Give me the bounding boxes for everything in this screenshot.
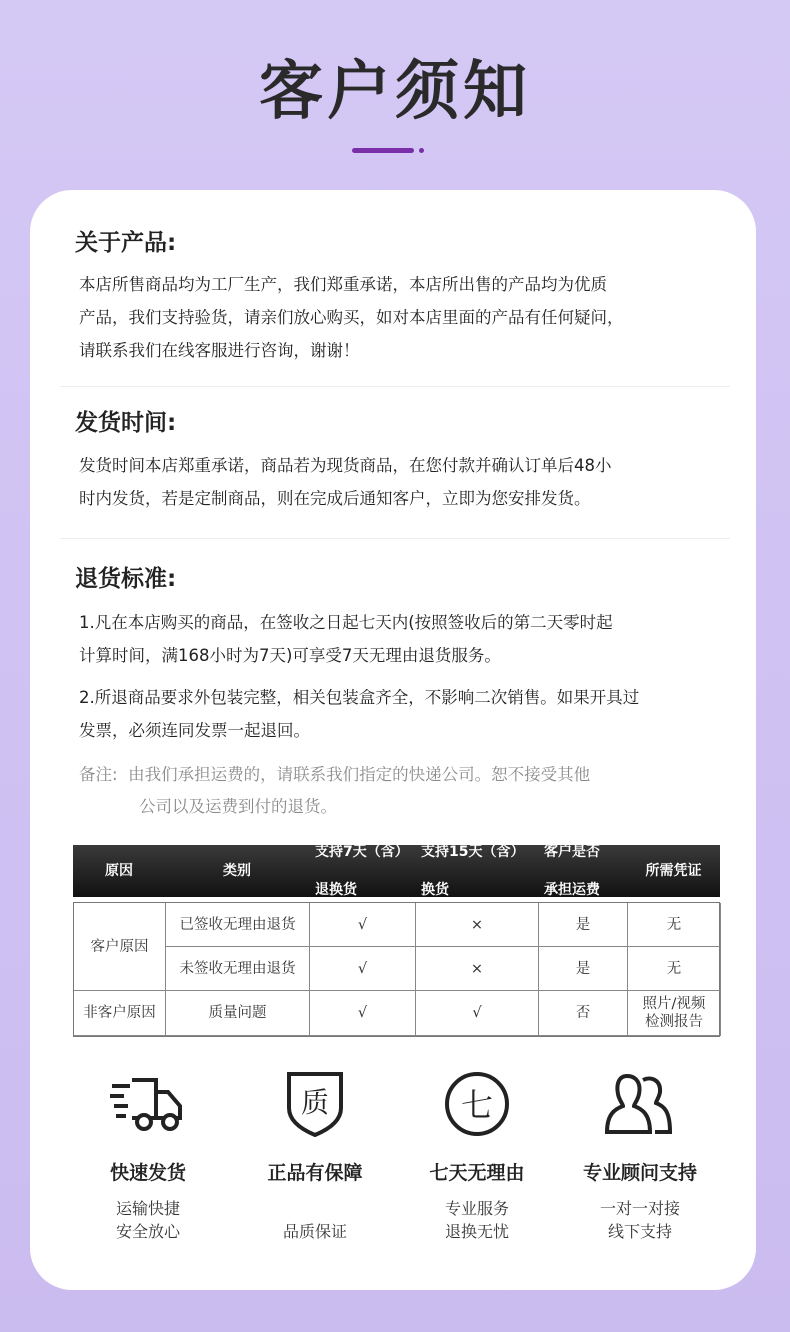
table-cell: 否 bbox=[539, 991, 628, 1036]
svg-text:七: 七 bbox=[460, 1086, 494, 1124]
divider bbox=[60, 386, 730, 387]
page-title: 客户须知 bbox=[259, 55, 531, 129]
feature-1 bbox=[63, 1070, 233, 1243]
shipping-text bbox=[79, 449, 729, 515]
text-line: 时内发货，若是定制商品，则在完成后通知客户，立即为您安排发货。 bbox=[79, 489, 591, 508]
feature-title: 专业顾问支持 bbox=[582, 1162, 697, 1184]
returns-para-2 bbox=[79, 681, 729, 747]
table-header bbox=[73, 845, 720, 897]
feature-title: 快速发货 bbox=[109, 1162, 186, 1184]
text-line: 本店所售商品均为工厂生产，我们郑重承诺，本店所出售的产品均为优质 bbox=[79, 275, 607, 294]
feature-title: 正品有保障 bbox=[267, 1162, 363, 1184]
title-underline bbox=[352, 148, 414, 153]
returns-heading: 退货标准: bbox=[75, 566, 177, 592]
returns-para-1 bbox=[79, 606, 729, 672]
table-group-cell: 非客户原因 bbox=[74, 991, 166, 1036]
returns-note bbox=[79, 759, 729, 823]
table-cell: 已签收无理由退货 bbox=[166, 903, 310, 947]
table-cell: × bbox=[416, 903, 539, 947]
text-line: 请联系我们在线客服进行咨询，谢谢！ bbox=[79, 341, 360, 360]
title-dot bbox=[419, 148, 424, 153]
table-cell: 是 bbox=[539, 903, 628, 947]
table-cell: √ bbox=[310, 947, 416, 991]
feature-4 bbox=[555, 1070, 725, 1243]
feature-2 bbox=[230, 1070, 400, 1243]
svg-text:质: 质 bbox=[300, 1086, 330, 1119]
table-header-cell: 原因 bbox=[105, 862, 133, 879]
table-cell: 无 bbox=[628, 947, 721, 991]
table-cell: √ bbox=[416, 991, 539, 1036]
text-line: 发货时间本店郑重承诺，商品若为现货商品，在您付款并确认订单后48小 bbox=[79, 456, 612, 475]
table-cell: √ bbox=[310, 903, 416, 947]
product-heading: 关于产品: bbox=[75, 230, 177, 256]
table-header-cell: 支持15天（含） 换货 bbox=[421, 843, 525, 898]
table-header-cell: 客户是否 承担运费 bbox=[544, 843, 600, 898]
divider bbox=[60, 538, 730, 539]
text-line: 发票，必须连同发票一起退回。 bbox=[79, 721, 310, 740]
feature-subtitle: 一对一对接 线下支持 bbox=[599, 1199, 680, 1241]
text-line: 产品，我们支持验货，请亲们放心购买，如对本店里面的产品有任何疑问， bbox=[79, 308, 624, 327]
text-line: 2.所退商品要求外包装完整，相关包装盒齐全，不影响二次销售。如果开具过 bbox=[79, 688, 640, 707]
truck-icon bbox=[63, 1070, 233, 1138]
table-cell: 未签收无理由退货 bbox=[166, 947, 310, 991]
text-line: 公司以及运费到付的退货。 bbox=[139, 797, 337, 816]
feature-3 bbox=[392, 1070, 562, 1243]
feature-subtitle: 品质保证 bbox=[282, 1222, 347, 1241]
text-line: 1.凡在本店购买的商品，在签收之日起七天内(按照签收后的第二天零时起 bbox=[79, 613, 613, 632]
table-header-cell: 支持7天（含） 退换货 bbox=[315, 843, 409, 898]
table-cell: 照片/视频 检测报告 bbox=[628, 991, 721, 1036]
note-label: 备注: bbox=[79, 765, 118, 784]
shipping-heading: 发货时间: bbox=[75, 410, 177, 436]
seven-circle-icon bbox=[392, 1070, 562, 1138]
text-line: 由我们承担运费的，请联系我们指定的快递公司。恕不接受其他 bbox=[128, 765, 591, 784]
table-header-cell: 类别 bbox=[223, 862, 251, 879]
feature-subtitle: 运输快捷 安全放心 bbox=[115, 1199, 180, 1241]
table-cell: √ bbox=[310, 991, 416, 1036]
feature-subtitle: 专业服务 退换无忧 bbox=[444, 1199, 509, 1241]
text-line: 计算时间，满168小时为7天)可享受7天无理由退货服务。 bbox=[79, 646, 501, 665]
returns-table bbox=[73, 902, 720, 1037]
table-cell: × bbox=[416, 947, 539, 991]
feature-title: 七天无理由 bbox=[429, 1162, 525, 1184]
table-group-cell: 客户原因 bbox=[74, 903, 166, 991]
users-icon bbox=[555, 1070, 725, 1138]
table-cell: 质量问题 bbox=[166, 991, 310, 1036]
product-text bbox=[79, 268, 729, 367]
table-cell: 是 bbox=[539, 947, 628, 991]
shield-quality-icon bbox=[230, 1070, 400, 1138]
table-cell: 无 bbox=[628, 903, 721, 947]
table-header-cell: 所需凭证 bbox=[645, 862, 702, 879]
